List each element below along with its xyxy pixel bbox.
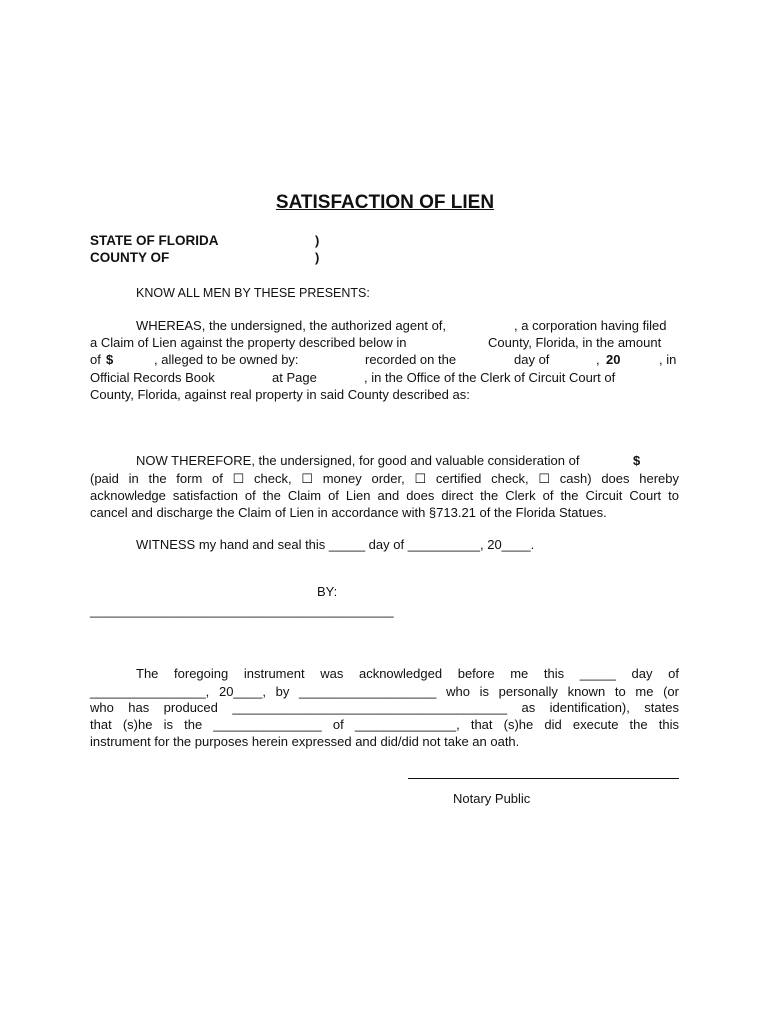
acknowledgment-text: instrument for the purposes herein expressed and did/did not take an oath. xyxy=(90,734,520,749)
whereas-text: County, Florida, in the amount xyxy=(488,335,662,350)
now-therefore-text: NOW THEREFORE, the undersigned, for good and valuable consideration of xyxy=(136,453,580,468)
whereas-text: Official Records Book xyxy=(90,370,215,385)
document-title: SATISFACTION OF LIEN xyxy=(275,192,495,213)
whereas-text: at Page xyxy=(272,370,317,385)
witness-line: WITNESS my hand and seal this _____ day of __________, 20____. xyxy=(136,537,535,552)
notary-public-label: Notary Public xyxy=(453,791,531,806)
state-label: STATE OF FLORIDA xyxy=(90,233,219,248)
acknowledgment-text: who has produced ______________________________________ as identification), states xyxy=(90,700,679,715)
whereas-text: of xyxy=(90,352,101,367)
whereas-text: WHEREAS, the undersigned, the authorized agent of, xyxy=(136,318,447,333)
whereas-text: , a corporation having filed xyxy=(514,318,667,333)
whereas-text: County, Florida, against real property in said County described as: xyxy=(90,387,470,402)
whereas-text: , in the Office of the Clerk of Circuit Court of xyxy=(364,370,616,385)
acknowledgment-text: that (s)he is the _______________ of ______________, that (s)he did execute the this xyxy=(90,717,679,732)
dollar-sign: $ xyxy=(106,352,114,367)
signature-line: __________________________________________ xyxy=(90,603,394,618)
acknowledgment-text: ________________, 20____, by ___________________ who is personally known to me (or xyxy=(90,684,679,699)
venue-paren: ) xyxy=(315,233,320,248)
notary-signature-line xyxy=(408,778,679,779)
by-label: BY: xyxy=(317,584,338,599)
whereas-text: , xyxy=(596,352,600,367)
whereas-text: , in xyxy=(659,352,677,367)
whereas-text: day of xyxy=(514,352,550,367)
now-therefore-text: acknowledge satisfaction of the Claim of Lien and does direct the Clerk of the Circuit Court to xyxy=(90,488,679,503)
acknowledgment-text: The foregoing instrument was acknowledged before me this _____ day of xyxy=(136,666,679,681)
venue-paren: ) xyxy=(315,250,320,265)
whereas-text: recorded on the xyxy=(365,352,457,367)
county-label: COUNTY OF xyxy=(90,250,170,265)
year-prefix: 20 xyxy=(606,352,621,367)
now-therefore-text: cancel and discharge the Claim of Lien in accordance with §713.21 of the Florida Statues. xyxy=(90,505,607,520)
whereas-text: a Claim of Lien against the property described below in xyxy=(90,335,407,350)
whereas-text: , alleged to be owned by: xyxy=(154,352,299,367)
dollar-sign: $ xyxy=(633,453,641,468)
know-all-men-heading: KNOW ALL MEN BY THESE PRESENTS: xyxy=(136,286,370,300)
payment-form-line: (paid in the form of ☐ check, ☐ money order, ☐ certified check, ☐ cash) does hereby xyxy=(90,471,679,486)
